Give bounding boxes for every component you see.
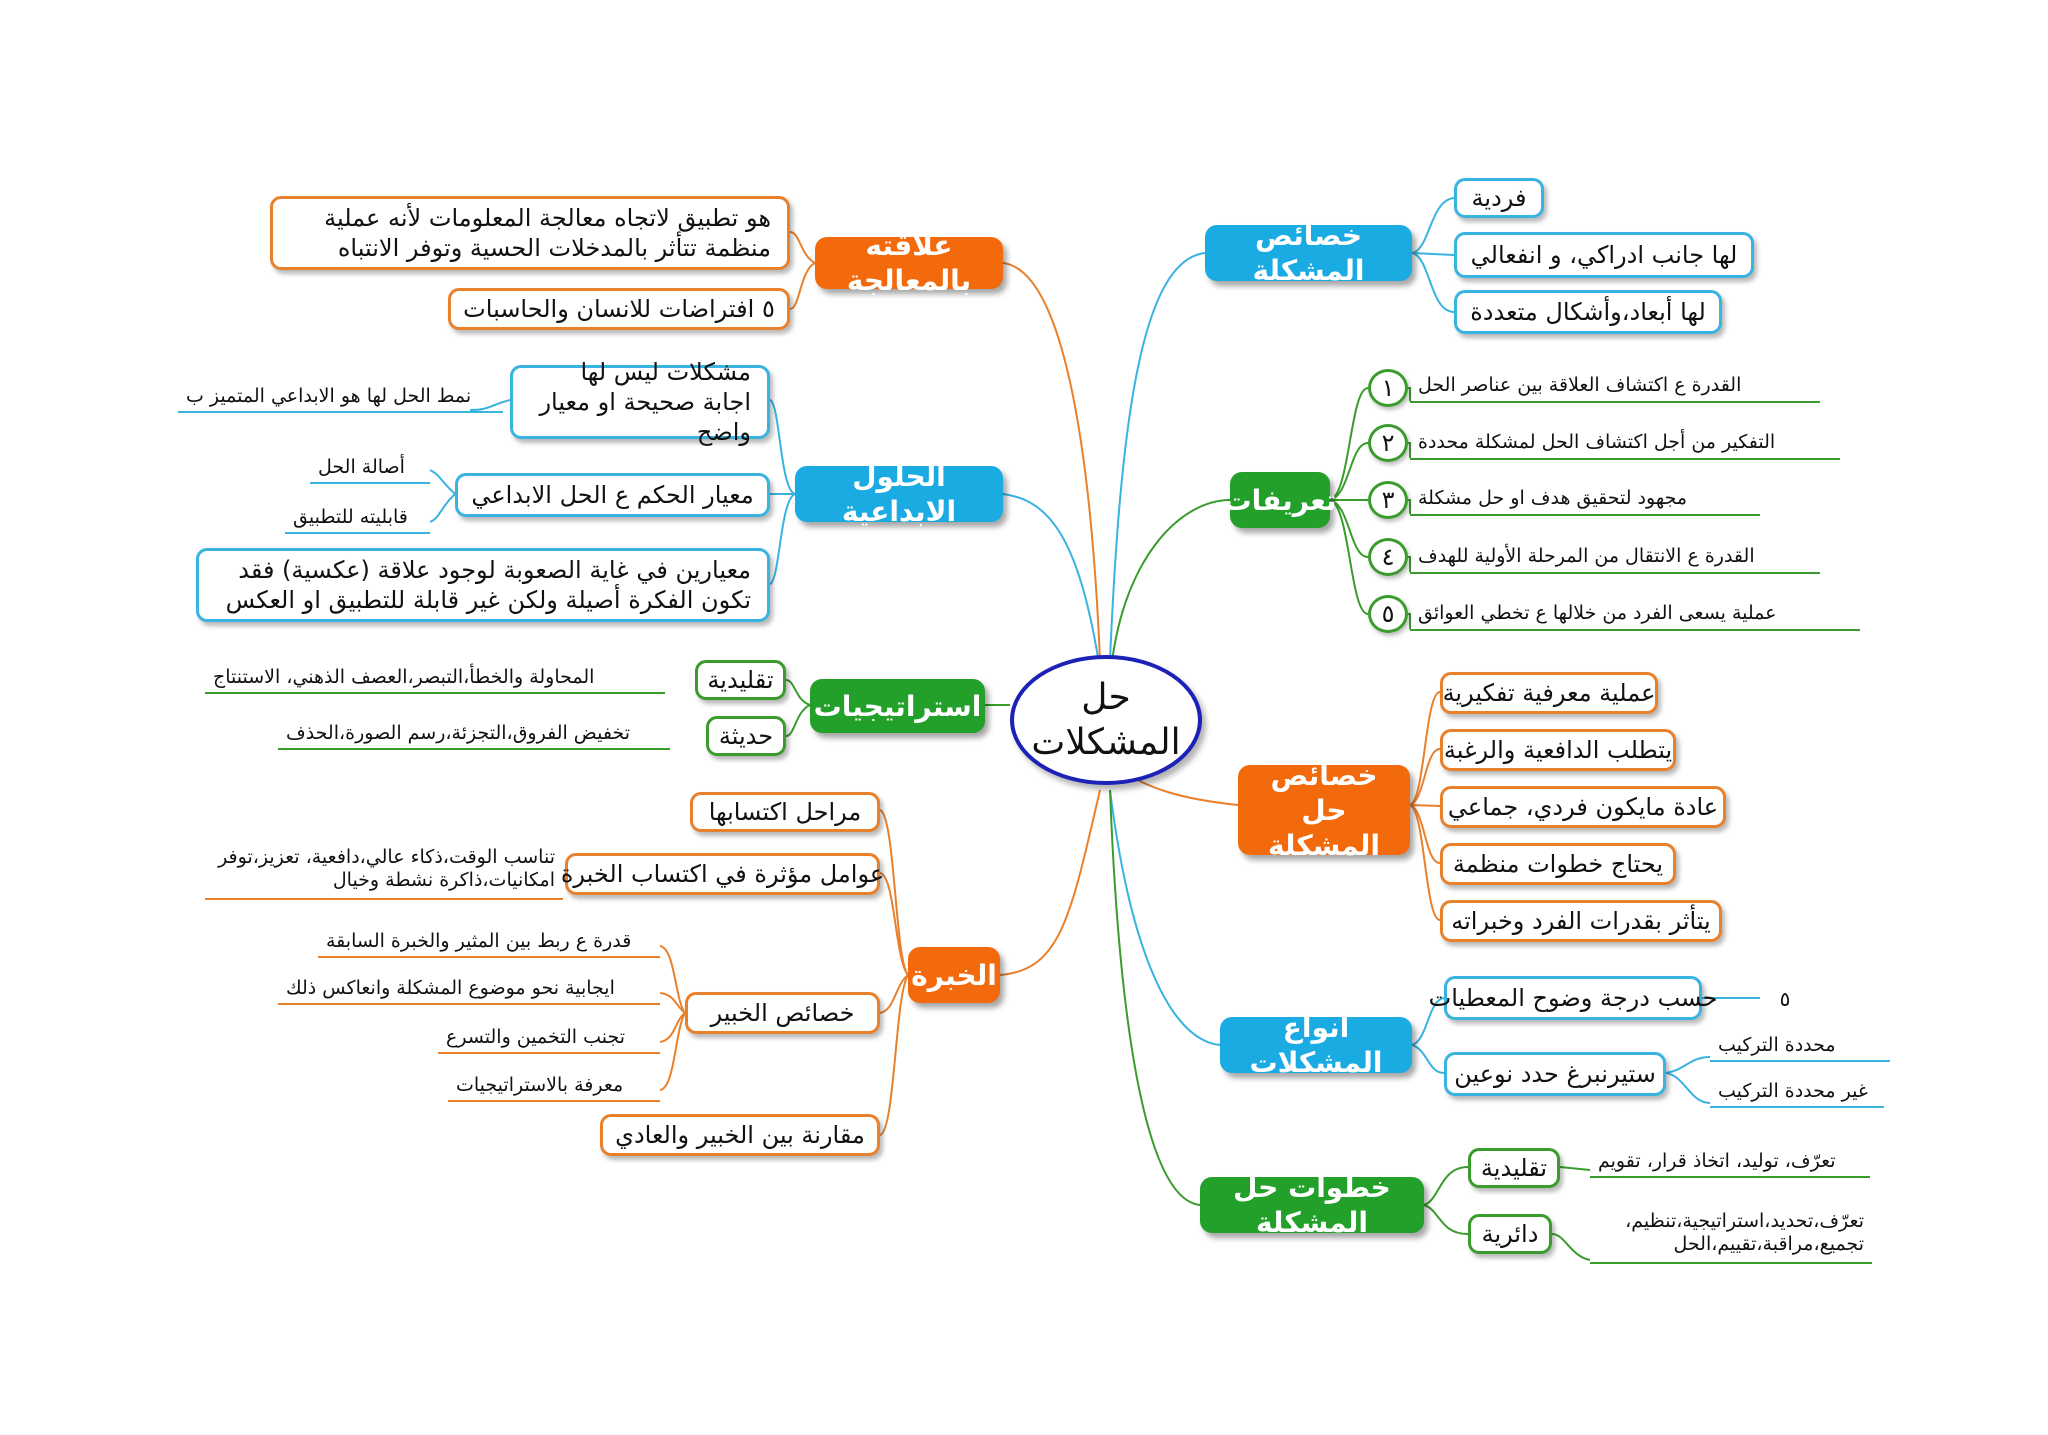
solving-trait-1: عملية معرفية تفكيرية (1440, 672, 1658, 714)
expert-trait-1: قدرة ع ربط بين المثير والخبرة السابقة (318, 930, 660, 958)
definition-number-5: ٥ (1368, 595, 1408, 633)
solving-trait-2: يتطلب الدافعية والرغبة (1440, 729, 1676, 771)
strategies-traditional: تقليدية (695, 660, 786, 700)
definition-5: عملية يسعى الفرد من خلالها ع تخطي العوائق (1410, 601, 1860, 631)
branch-creative-solutions: الحلول الابداعية (795, 466, 1003, 522)
ill-structured: غير محددة التركيب (1710, 1080, 1884, 1108)
steps-traditional: تقليدية (1468, 1148, 1560, 1188)
definition-2: التفكير من أجل اكتشاف الحل لمشكلة محددة (1410, 430, 1840, 460)
problem-trait-2: لها جانب ادراكي، و انفعالي (1454, 232, 1754, 278)
experience-expert-traits: خصائص الخبير (685, 992, 880, 1034)
definition-number-2: ٢ (1368, 424, 1408, 462)
creative-criterion: معيار الحكم ع الحل الابداعي (455, 473, 770, 517)
processing-assumptions: ٥ افتراضات للانسان والحاسبات (448, 288, 790, 330)
creative-originality: أصالة الحل (310, 456, 430, 484)
center-topic: حل المشكلات (1010, 655, 1202, 785)
well-structured: محددة التركيب (1710, 1034, 1890, 1062)
strategies-modern-list: تخفيض الفروق،التجزئة،رسم الصورة،الحذف (278, 722, 670, 750)
processing-application: هو تطبيق لاتجاه معالجة المعلومات لأنه عملية منظمة تتأثر بالمدخلات الحسية وتوفر الانتباه (270, 196, 790, 270)
definition-1: القدرة ع اكتشاف العلاقة بين عناصر الحل (1410, 373, 1820, 403)
experience-factors: عوامل مؤثرة في اكتساب الخبرة (565, 853, 880, 895)
problem-trait-1: فردية (1454, 178, 1544, 218)
definition-3: مجهود لتحقيق هدف او حل مشكلة (1410, 486, 1760, 516)
creative-pattern: نمط الحل لها هو الابداعي المتميز ب (178, 385, 503, 413)
types-by-clarity: حسب درجة وضوح المعطيات (1444, 976, 1702, 1020)
creative-applicability: قابليته للتطبيق (285, 506, 430, 534)
expert-trait-4: معرفة بالاستراتيجيات (448, 1074, 660, 1102)
solving-trait-4: يحتاج خطوات منظمة (1440, 843, 1676, 885)
expert-trait-3: تجنب التخمين والتسرع (438, 1026, 660, 1054)
branch-processing: علاقته بالمعالجة (815, 237, 1003, 289)
branch-experience: الخبرة (908, 947, 1000, 1003)
steps-circular: دائرية (1468, 1214, 1552, 1254)
branch-definitions: تعريفات (1230, 472, 1330, 528)
expert-trait-2: ايجابية نحو موضوع المشكلة وانعاكس ذلك (278, 977, 660, 1005)
definition-number-1: ١ (1368, 369, 1408, 407)
strategies-modern: حديثة (706, 716, 786, 756)
definition-number-4: ٤ (1368, 538, 1408, 576)
branch-strategies: استراتيجيات (810, 679, 985, 733)
problem-trait-3: لها أبعاد،وأشكال متعددة (1454, 290, 1722, 334)
types-sternberg: ستيرنبرغ حدد نوعين (1444, 1052, 1666, 1096)
solving-trait-3: عادة مايكون فردي، جماعي (1440, 786, 1726, 828)
steps-circular-list: تعرّف،تحديد،استراتيجية،تنظيم، تجميع،مراقبة،تقييم،الحل (1590, 1206, 1872, 1264)
clarity-count: ٥ (1779, 986, 1791, 1011)
definition-4: القدرة ع الانتقال من المرحلة الأولية للهدف (1410, 544, 1820, 574)
branch-problem-types: أنواع المشكلات (1220, 1017, 1412, 1073)
experience-factors-list: تناسب الوقت،ذكاء عالي،دافعية، تعزيز،توفر امكانيات،ذاكرة نشطة وخيال (205, 842, 563, 900)
branch-solving-traits: خصائص حل المشكلة (1238, 765, 1410, 855)
experience-stages: مراحل اكتسابها (690, 792, 880, 832)
creative-two-criteria: معيارين في غاية الصعوبة لوجود علاقة (عكسية) فقد تكون الفكرة أصيلة ولكن غير قابلة للتطبيق او العكس (196, 548, 770, 622)
solving-trait-5: يتأثر بقدرات الفرد وخبراته (1440, 900, 1722, 942)
strategies-traditional-list: المحاولة والخطأ،التبصر،العصف الذهني، الاستنتاج (205, 666, 665, 694)
branch-steps: خطوات حل المشكلة (1200, 1177, 1424, 1233)
branch-problem-traits: خصائص المشكلة (1205, 225, 1412, 281)
experience-comparison: مقارنة بين الخبير والعادي (600, 1114, 880, 1156)
definition-number-3: ٣ (1368, 481, 1408, 519)
creative-no-answer: مشكلات ليس لها اجابة صحيحة او معيار واضح (510, 365, 770, 439)
steps-traditional-list: تعرّف، توليد، اتخاذ قرار، تقويم (1590, 1150, 1870, 1178)
